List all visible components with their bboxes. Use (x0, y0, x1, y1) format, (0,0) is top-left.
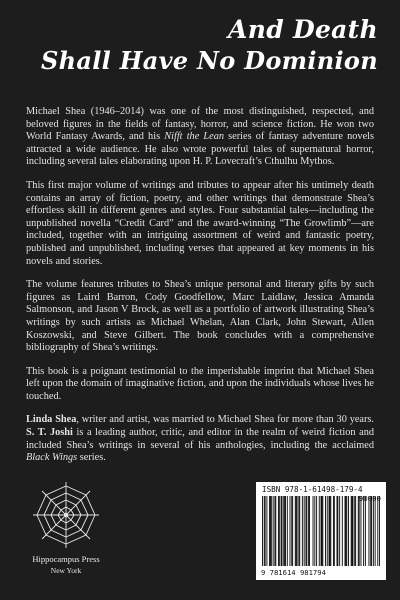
series-title: Black Wings (26, 452, 78, 464)
barcode-bar (377, 496, 378, 566)
barcode-bar (295, 496, 296, 566)
barcode-bar (355, 496, 356, 566)
barcode-bar (316, 496, 317, 566)
barcode-bar (270, 496, 271, 566)
text-run: series of fantasy adventure novels attracted a wide audience. He also wrote powerful tales of supernatural horror, including several tales elaborating upon H. P. Lovecraft’s Cthulhu Mythos. (26, 131, 375, 168)
barcode-bar (297, 496, 298, 566)
isbn-number: ISBN 978-1-61498-179-4 (262, 485, 363, 494)
barcode-bar (309, 496, 310, 566)
back-cover-text (26, 106, 374, 465)
barcode-bar (368, 496, 369, 566)
barcode-bar (271, 496, 272, 566)
barcode-bar (321, 496, 322, 566)
barcode-bar (283, 496, 284, 566)
barcode-bar (370, 496, 371, 566)
barcode-bar (275, 496, 276, 566)
barcode-bar (375, 496, 376, 566)
barcode-bar (360, 496, 361, 566)
barcode-bars (262, 496, 380, 566)
barcode-bar (353, 496, 354, 566)
barcode-bar (337, 496, 338, 566)
text-run: series. (77, 452, 106, 464)
barcode-bar (308, 496, 309, 566)
barcode-bar (262, 496, 263, 566)
barcode-bar (264, 496, 265, 566)
paragraph-tributes: The volume features tributes to Shea’s unique personal and literary gifts by such figures as Laird Barron, Cody Goodfellow, Marc Laidlaw, Jessica Amanda Salmonson, and Jason V Brock, as well as a portfolio of artwork illustrating Shea’s writings by such artists as Michael Whelan, Alan Clark, John Stewart, Allen Koszowski, and Steve Gilbert. The book concludes with a comprehensive bibliography of Shea’s writings. (26, 279, 374, 354)
barcode-bar (269, 496, 270, 566)
barcode-bar (278, 496, 279, 566)
barcode-digits: 9 781614 981794 (261, 568, 326, 577)
title-line-2: Shall Have No Dominion (41, 46, 378, 75)
paragraph-editors (26, 414, 374, 464)
price-code: 90000 (358, 494, 381, 503)
barcode-bar (339, 496, 340, 566)
series-title: Nifft the Lean (164, 131, 225, 143)
barcode-bar (365, 496, 366, 566)
barcode-bar (371, 496, 372, 566)
barcode-bar (292, 496, 293, 566)
barcode-bar (351, 496, 352, 566)
barcode-bar (373, 496, 374, 566)
barcode-bar (298, 496, 299, 566)
publisher-logo (20, 478, 112, 588)
barcode-bar (325, 496, 326, 566)
barcode-bar (302, 496, 303, 566)
barcode-bar (285, 496, 286, 566)
title-line-1: And Death (228, 15, 378, 44)
barcode-bar (287, 496, 288, 566)
barcode-bar (291, 496, 292, 566)
paragraph-intro (26, 106, 374, 169)
barcode-bar (329, 496, 330, 566)
barcode-bar (299, 496, 300, 566)
barcode-bar (304, 496, 305, 566)
isbn-barcode (256, 482, 386, 580)
barcode-bar (348, 496, 349, 566)
barcode-bar (346, 496, 347, 566)
barcode-bar (322, 496, 323, 566)
barcode-bar (284, 496, 285, 566)
editor-name: Linda Shea (26, 414, 77, 426)
publisher-name: Hippocampus Press (32, 554, 100, 564)
barcode-bar (296, 496, 297, 566)
barcode-bar (329, 496, 330, 566)
barcode-bar (352, 496, 353, 566)
publisher-city: New York (50, 566, 82, 575)
text-run: Michael Shea (1946–2014) was one of the most distinguished, respected, and beloved figures in the fields of fantasy, horror, and science fiction. He won two World Fantasy Awards, and his (26, 106, 374, 143)
barcode-bar (327, 496, 328, 566)
barcode-bar (274, 496, 275, 566)
barcode-bar (379, 496, 380, 566)
barcode-bar (314, 496, 315, 566)
barcode-bar (363, 496, 364, 566)
barcode-bar (321, 496, 322, 566)
barcode-bar (330, 496, 331, 566)
barcode-bar (279, 496, 280, 566)
barcode-bar (305, 496, 306, 566)
barcode-bar (354, 496, 355, 566)
editor-name: S. T. Joshi (26, 427, 73, 439)
barcode-bar (282, 496, 283, 566)
barcode-bar (334, 496, 335, 566)
barcode-bar (306, 496, 307, 566)
barcode-bar (313, 496, 314, 566)
spiderweb-icon (29, 478, 103, 552)
barcode-bar (359, 496, 360, 566)
barcode-bar (342, 496, 343, 566)
barcode-bar (345, 496, 346, 566)
barcode-bar (265, 496, 266, 566)
barcode-bar (333, 496, 334, 566)
barcode-bar (345, 496, 346, 566)
barcode-bar (337, 496, 338, 566)
barcode-bar (281, 496, 282, 566)
book-title (8, 14, 378, 76)
paragraph-contents: This first major volume of writings and tributes to appear after his untimely death contains an array of fiction, poetry, and other writings that demonstrate Shea’s effortless skill in different genres and styles. Four substantial tales—including the unpublished novella “Credit Card” and the award-winning “The Growlimb”—are included, together with an intriguing assortment of weird and fantastic poetry, published and unpublished, including verses that appeared at key moments in his novels and stories. (26, 179, 374, 267)
barcode-bar (290, 496, 291, 566)
barcode-bar (273, 496, 274, 566)
text-run: , writer and artist, was married to Michael Shea for more than 30 years. (76, 414, 375, 426)
barcode-bar (266, 496, 267, 566)
barcode-bar (319, 496, 320, 566)
paragraph-testimonial: This book is a poignant testimonial to the imperishable imprint that Michael Shea left upon the domain of imaginative fiction, and upon the individuals whose lives he touched. (26, 365, 374, 402)
text-run: is a leading author, critic, and editor in the realm of weird fiction and included Shea’s writings in several of his anthologies, including the acclaimed (26, 427, 374, 451)
barcode-bar (358, 496, 359, 566)
